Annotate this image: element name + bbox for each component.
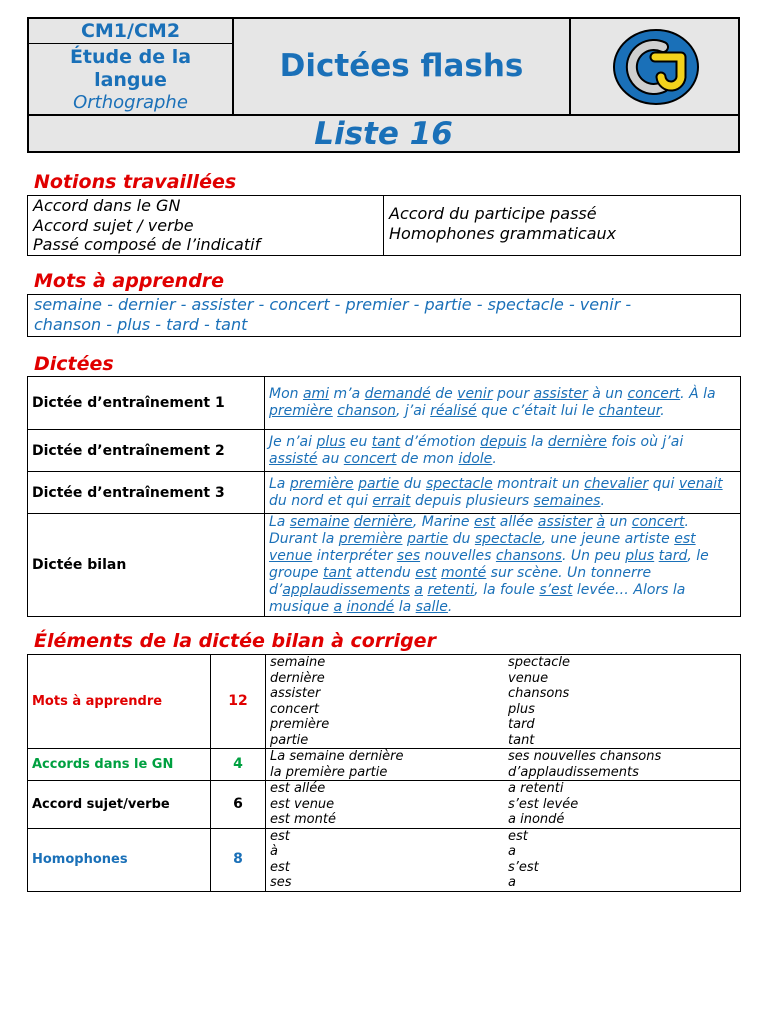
underlined-word: applaudissements xyxy=(282,582,410,598)
underlined-word: semaine xyxy=(289,514,350,530)
list-item xyxy=(270,875,736,891)
underlined-word: première xyxy=(269,403,333,419)
notions-left xyxy=(28,196,384,255)
underlined-word: tant xyxy=(371,433,401,450)
list-item xyxy=(270,717,736,733)
list-item-right: s’est xyxy=(508,859,539,875)
underlined-word: retenti xyxy=(427,582,475,598)
underlined-word: a xyxy=(414,582,423,598)
mots-line: semaine - dernier - assister - concert - premier - partie - spectacle - venir - xyxy=(34,295,632,314)
list-item-left: concert xyxy=(270,701,319,717)
list-item-left: La semaine dernière xyxy=(270,749,404,764)
underlined-word: concert xyxy=(627,386,681,402)
list-item xyxy=(270,733,736,749)
list-item-left: est venue xyxy=(270,796,335,812)
underlined-word: chevalier xyxy=(584,475,649,492)
list-item-left: semaine xyxy=(270,655,326,670)
study-label-line2: langue xyxy=(94,69,167,91)
underlined-word: chanteur xyxy=(598,403,661,419)
underlined-word: partie xyxy=(358,475,400,492)
header xyxy=(27,17,740,153)
list-item-left: assister xyxy=(270,686,321,701)
list-item xyxy=(270,671,736,687)
table-row xyxy=(28,828,741,891)
category-list xyxy=(266,828,741,891)
underlined-word: dernière xyxy=(353,514,413,530)
grade-label: CM1/CM2 xyxy=(29,19,232,44)
underlined-word: semaines xyxy=(533,492,601,509)
list-item-left: partie xyxy=(270,732,309,748)
mots-title: Mots à apprendre xyxy=(34,270,225,292)
list-item xyxy=(270,797,736,813)
study-label xyxy=(29,46,232,92)
underlined-word: est xyxy=(415,565,437,581)
notions-title: Notions travaillées xyxy=(34,171,237,193)
underlined-word: plus xyxy=(316,433,346,450)
dictee-label: Dictée d’entraînement 2 xyxy=(28,430,265,472)
notion-item: Accord du participe passé xyxy=(389,204,597,223)
list-item-left: est xyxy=(270,859,290,875)
notions-box xyxy=(27,195,741,256)
list-item-right: a retenti xyxy=(508,781,564,796)
list-item-right: a inondé xyxy=(508,812,565,827)
category-list xyxy=(266,781,741,829)
underlined-word: assisté xyxy=(269,450,318,467)
underlined-word: venait xyxy=(678,475,723,492)
category-label: Mots à apprendre xyxy=(28,655,211,749)
category-count: 4 xyxy=(211,749,266,781)
underlined-word: venue xyxy=(269,548,313,564)
dictee-text: La première partie du spectacle montrait un chevalier qui venait du nord et qui errait depuis plusieurs semaines. xyxy=(265,472,741,514)
mots-line: chanson - plus - tard - tant xyxy=(34,314,248,334)
dictee-label: Dictée d’entraînement 3 xyxy=(28,472,265,514)
underlined-word: errait xyxy=(372,492,411,509)
underlined-word: dernière xyxy=(547,433,607,450)
list-item-right: chansons xyxy=(508,686,570,701)
subject-label: Orthographe xyxy=(73,92,188,113)
table-row xyxy=(28,472,741,514)
list-item xyxy=(270,765,736,781)
category-list xyxy=(266,655,741,749)
underlined-word: réalisé xyxy=(430,403,477,419)
underlined-word: a xyxy=(333,599,343,615)
underlined-word: est xyxy=(674,531,696,547)
underlined-word: spectacle xyxy=(474,531,542,547)
list-item xyxy=(270,781,736,797)
notions-right xyxy=(384,196,621,255)
category-label: Homophones xyxy=(28,828,211,891)
gj-logo-icon xyxy=(611,27,701,107)
underlined-word: partie xyxy=(406,531,449,547)
underlined-word: chansons xyxy=(495,548,562,564)
list-item-right: a xyxy=(508,875,516,890)
notion-item: Accord dans le GN xyxy=(33,196,181,215)
table-row xyxy=(28,781,741,829)
dictee-text: Je n’ai plus eu tant d’émotion depuis la dernière fois où j’ai assisté au concert de mon idole. xyxy=(265,430,741,472)
underlined-word: venir xyxy=(457,386,493,402)
category-count: 8 xyxy=(211,828,266,891)
list-item xyxy=(270,829,736,845)
list-item-left: la première partie xyxy=(270,764,388,780)
underlined-word: est xyxy=(473,514,496,530)
category-label: Accords dans le GN xyxy=(28,749,211,781)
list-item-left: première xyxy=(270,717,330,732)
dictee-label: Dictée bilan xyxy=(28,514,265,617)
category-count: 6 xyxy=(211,781,266,829)
table-row xyxy=(28,430,741,472)
list-item-right: est xyxy=(508,828,528,844)
list-number: Liste 16 xyxy=(29,114,738,151)
underlined-word: s’est xyxy=(539,582,573,598)
notion-item: Accord sujet / verbe xyxy=(33,215,194,235)
header-left xyxy=(29,19,234,114)
list-item xyxy=(270,655,736,671)
underlined-word: ses xyxy=(396,548,421,564)
underlined-word: tant xyxy=(323,565,352,581)
underlined-word: assister xyxy=(533,386,588,402)
list-item xyxy=(270,844,736,860)
dictee-text: La semaine dernière, Marine est allée assister à un concert. Durant la première partie du spectacle, une jeune artiste est venue interpréter ses nouvelles chansons. Un peu plus tard, le groupe tant attendu est monté sur scène. Un tonnerre d’applaudissements a retenti, la foule s’est levée… Alors la musique a inondé la salle. xyxy=(265,514,741,617)
list-item-left: est allée xyxy=(270,781,326,796)
list-item xyxy=(270,812,736,828)
underlined-word: salle xyxy=(415,599,448,615)
list-item-right: s’est levée xyxy=(508,796,579,812)
list-item-right: tard xyxy=(508,717,535,732)
underlined-word: plus xyxy=(625,548,655,564)
underlined-word: idole xyxy=(458,450,493,467)
list-item xyxy=(270,702,736,718)
underlined-word: inondé xyxy=(346,599,395,615)
list-item-right: a xyxy=(508,844,516,859)
underlined-word: tard xyxy=(658,548,688,564)
study-label-line1: Étude de la xyxy=(69,46,192,68)
mots-box xyxy=(27,294,741,337)
dictee-text: Mon ami m’a demandé de venir pour assister à un concert. À la première chanson, j’ai réalisé que c’était lui le chanteur. xyxy=(265,377,741,430)
underlined-word: depuis xyxy=(480,433,527,450)
table-row xyxy=(28,655,741,749)
table-row xyxy=(28,514,741,617)
underlined-word: première xyxy=(289,475,354,492)
list-item-right: plus xyxy=(508,701,535,717)
underlined-word: monté xyxy=(441,565,487,581)
correction-table xyxy=(27,654,741,892)
category-label: Accord sujet/verbe xyxy=(28,781,211,829)
table-row xyxy=(28,749,741,781)
dictees-title: Dictées xyxy=(34,353,114,375)
underlined-word: spectacle xyxy=(425,475,493,492)
underlined-word: à xyxy=(596,514,606,530)
correction-title: Éléments de la dictée bilan à corriger xyxy=(34,630,436,652)
page-title: Dictées flashs xyxy=(234,19,571,114)
list-item-right: d’applaudissements xyxy=(508,764,639,780)
underlined-word: chanson xyxy=(337,403,396,419)
underlined-word: ami xyxy=(302,386,330,402)
list-item-left: ses xyxy=(270,875,292,890)
notion-item: Homophones grammaticaux xyxy=(389,223,617,243)
dictee-label: Dictée d’entraînement 1 xyxy=(28,377,265,430)
list-item-right: ses nouvelles chansons xyxy=(508,749,662,764)
underlined-word: assister xyxy=(537,514,593,530)
list-item-right: venue xyxy=(508,670,549,686)
underlined-word: première xyxy=(338,531,403,547)
list-item xyxy=(270,860,736,876)
logo xyxy=(571,19,740,114)
underlined-word: concert xyxy=(343,450,397,467)
list-item-left: est monté xyxy=(270,812,336,827)
list-item-left: à xyxy=(270,844,278,859)
underlined-word: demandé xyxy=(364,386,431,402)
list-item-right: spectacle xyxy=(508,655,570,670)
underlined-word: concert xyxy=(631,514,685,530)
list-item xyxy=(270,686,736,702)
table-row xyxy=(28,377,741,430)
category-count: 12 xyxy=(211,655,266,749)
list-item-left: est xyxy=(270,828,290,844)
list-item-right: tant xyxy=(508,732,535,748)
notion-item: Passé composé de l’indicatif xyxy=(33,235,261,254)
category-list xyxy=(266,749,741,781)
dictees-table xyxy=(27,376,741,617)
list-item xyxy=(270,749,736,765)
list-item-left: dernière xyxy=(270,670,325,686)
